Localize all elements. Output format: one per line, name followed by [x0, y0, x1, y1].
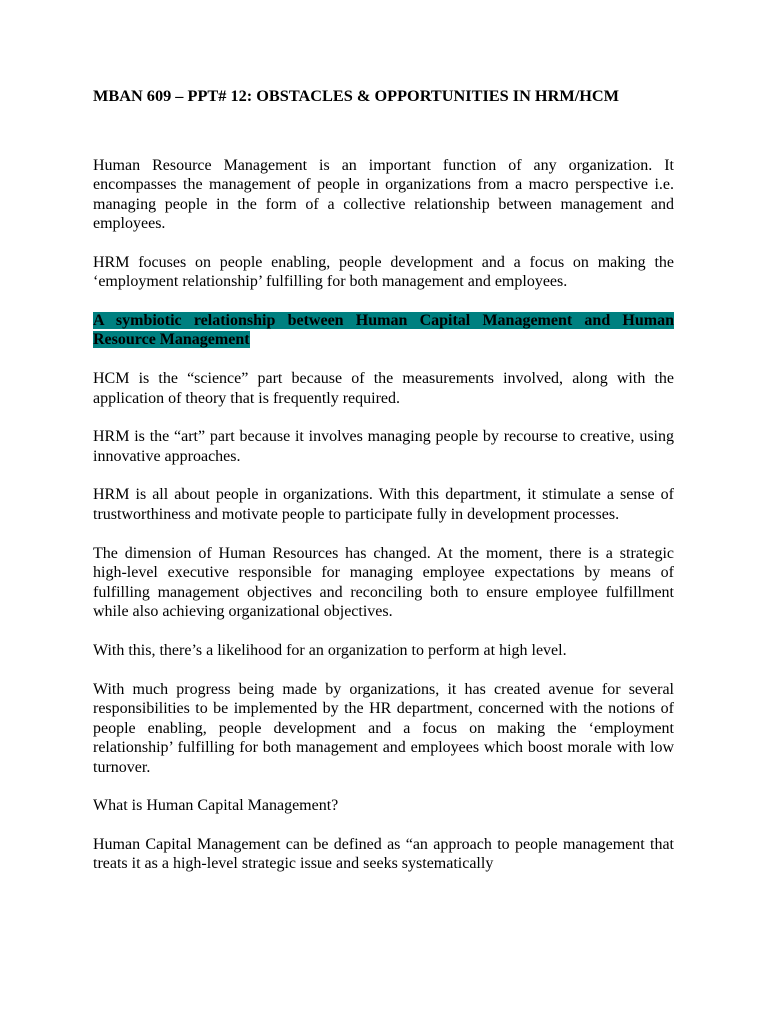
- paragraph-hcm-science: HCM is the “science” part because of the measurements involved, along with the application of theory that is frequently required.: [93, 370, 674, 407]
- paragraph-hrm-intro: Human Resource Management is an important function of any organization. It encompasses the management of people in organizations from a macro perspective i.e. managing people in the form of a collective relationship between management and employees.: [93, 156, 674, 232]
- paragraph-hcm-definition: Human Capital Management can be defined as “an approach to people management that treats it as a high-level strategic issue and seeks systematically: [93, 835, 674, 873]
- document-page: [93, 86, 674, 893]
- paragraph-hrm-people: HRM is all about people in organizations. With this department, it stimulate a sense of trustworthiness and motivate people to participate fully in development processes.: [93, 486, 674, 523]
- paragraph-hrm-focus: HRM focuses on people enabling, people development and a focus on making the ‘employment relationship’ fulfilling for both management and employees.: [93, 253, 674, 291]
- paragraph-hr-dimension: The dimension of Human Resources has changed. At the moment, there is a strategic high-level executive responsible for managing employee expectations by means of fulfilling management objectives and reconciling both to ensure employee fulfillment while also achieving organizational objectives.: [93, 544, 674, 621]
- paragraph-hrm-art: HRM is the “art” part because it involves managing people by recourse to creative, using innovative approaches.: [93, 428, 674, 465]
- paragraph-progress: With much progress being made by organizations, it has created avenue for several responsibilities to be implemented by the HR department, concerned with the notions of people enabling, people development and a focus on making the ‘employment relationship’ fulfilling for both management and employees which boost morale with low turnover.: [93, 680, 674, 776]
- paragraph-hcm-question: What is Human Capital Management?: [93, 797, 339, 815]
- highlighted-heading-text: A symbiotic relationship between Human Capital Management and Human Resource Management: [93, 311, 674, 349]
- paragraph-likelihood: With this, there’s a likelihood for an organization to perform at high level.: [93, 641, 567, 659]
- document-title: MBAN 609 – PPT# 12: OBSTACLES & OPPORTUNITIES IN HRM/HCM: [93, 86, 620, 105]
- highlighted-heading: [93, 311, 674, 350]
